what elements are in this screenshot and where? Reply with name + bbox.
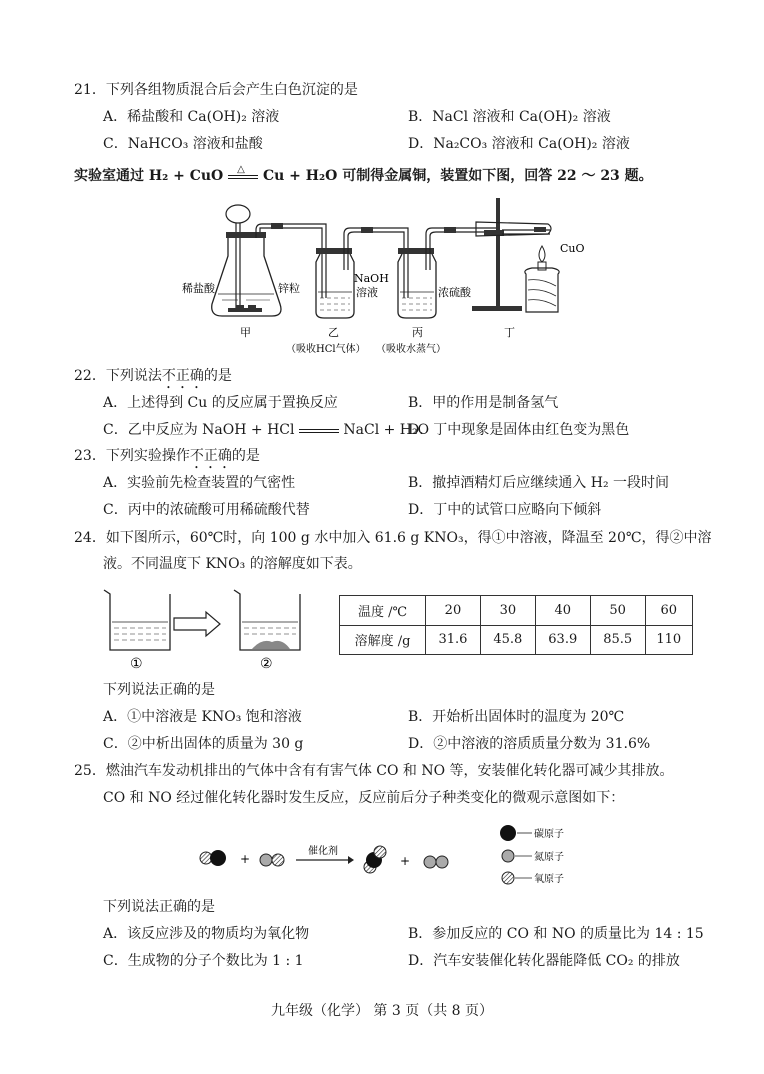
- label-yi: 乙: [328, 326, 339, 339]
- label-conc-h2so4: 浓硫酸: [438, 286, 471, 299]
- kno3-solubility-table: [339, 595, 693, 655]
- q22-option-d: D．丁中现象是固体由红色变为黑色: [408, 422, 630, 438]
- q24-option-a: A．①中溶液是 KNO₃ 饱和溶液: [103, 709, 302, 725]
- note-yi: （吸收HCl气体）: [286, 344, 366, 355]
- q25-option-a: A．该反应涉及的物质均为氧化物: [103, 926, 310, 942]
- q25-option-b: B．参加反应的 CO 和 NO 的质量比为 14 : 15: [408, 926, 704, 942]
- q22-stem: 22．下列说法不正确的是: [74, 368, 232, 384]
- legend-oxygen: 氧原子: [534, 874, 564, 885]
- equals-sign: [299, 423, 339, 437]
- label-naoh-solution: 溶液: [356, 286, 378, 299]
- q25-option-d: D．汽车安装催化转化器能降低 CO₂ 的排放: [408, 953, 680, 969]
- table-cell: 85.5: [590, 625, 645, 655]
- label-jia: 甲: [240, 326, 251, 339]
- label-ding: 丁: [504, 326, 515, 339]
- q23-option-b: B．撤掉酒精灯后应继续通入 H₂ 一段时间: [408, 475, 670, 491]
- table-row-temperature: [340, 596, 693, 626]
- label-cuo: CuO: [560, 242, 585, 255]
- page-footer: 九年级（化学） 第 3 页（共 8 页）: [270, 1003, 494, 1019]
- table-header-cell: 温度 /℃: [340, 596, 426, 626]
- table-header-cell: 溶解度 /g: [340, 625, 426, 655]
- plus-sign: +: [240, 852, 251, 866]
- table-cell: 63.9: [535, 625, 590, 655]
- q22-option-a: A．上述得到 Cu 的反应属于置换反应: [103, 395, 338, 411]
- table-cell: 50: [590, 596, 645, 626]
- q25-prompt: 下列说法正确的是: [103, 899, 215, 915]
- note-bing: （吸收水蒸气）: [376, 344, 446, 355]
- table-cell: 20: [426, 596, 481, 626]
- table-cell: 60: [645, 596, 692, 626]
- q21-option-b: B．NaCl 溶液和 Ca(OH)₂ 溶液: [408, 109, 611, 125]
- q21-option-c: C．NaHCO₃ 溶液和盐酸: [103, 136, 263, 152]
- kno3-beakers-figure: [100, 586, 310, 672]
- table-row-solubility: [340, 625, 693, 655]
- q23-option-c: C．丙中的浓硫酸可用稀硫酸代替: [103, 502, 310, 518]
- q24-stem-line2: 液。不同温度下 KNO₃ 的溶解度如下表。: [103, 556, 362, 572]
- catalyst-label: 催化剂: [308, 846, 338, 857]
- legend-carbon: 碳原子: [534, 829, 564, 840]
- table-cell: 110: [645, 625, 692, 655]
- emphasis-not-correct: 不正确: [161, 368, 204, 384]
- label-dilute-hcl: 稀盐酸: [182, 282, 215, 295]
- q22-option-c: C．乙中反应为 NaOH + HCl NaCl + H₂O: [103, 422, 430, 438]
- label-zinc: 锌粒: [278, 282, 300, 295]
- beaker-label-2: ②: [260, 656, 273, 672]
- beaker-label-1: ①: [130, 656, 143, 672]
- hydrogen-reduction-apparatus: [176, 194, 596, 360]
- table-cell: 45.8: [480, 625, 535, 655]
- q24-option-d: D．②中溶液的溶质质量分数为 31.6%: [408, 736, 651, 752]
- q23-option-d: D．丁中的试管口应略向下倾斜: [408, 502, 602, 518]
- plus-sign: +: [400, 854, 411, 868]
- label-naoh: NaOH: [354, 272, 389, 285]
- q24-stem-line1: 24．如下图所示，60℃时，向 100 g 水中加入 61.6 g KNO₃，得①中溶液，降温至 20℃，得②中溶: [74, 530, 712, 546]
- q22-option-b: B．甲的作用是制备氢气: [408, 395, 559, 411]
- q24-prompt: 下列说法正确的是: [103, 682, 215, 698]
- q21-option-a: A．稀盐酸和 Ca(OH)₂ 溶液: [103, 109, 280, 125]
- table-cell: 40: [535, 596, 590, 626]
- q25-stem-line1: 25．燃油汽车发动机排出的气体中含有有害气体 CO 和 NO 等，安装催化转化器可减少其排放。: [74, 763, 674, 779]
- intro-equation-left: 实验室通过 H₂ + CuO: [74, 168, 224, 184]
- q24-option-c: C．②中析出固体的质量为 30 g: [103, 736, 304, 752]
- table-cell: 31.6: [426, 625, 481, 655]
- q23-stem: 23．下列实验操作不正确的是: [74, 448, 260, 464]
- q23-option-a: A．实验前先检查装置的气密性: [103, 475, 296, 491]
- q21-option-d: D．Na₂CO₃ 溶液和 Ca(OH)₂ 溶液: [408, 136, 630, 152]
- reaction-equals-sign: [228, 164, 258, 183]
- table-cell: 30: [480, 596, 535, 626]
- heat-condition: △: [237, 164, 245, 175]
- molecule-reaction-diagram: [190, 818, 590, 890]
- intro-equation-right: Cu + H₂O 可制得金属铜，装置如下图，回答 22 ～ 23 题。: [262, 168, 653, 184]
- q25-option-c: C．生成物的分子个数比为 1 : 1: [103, 953, 304, 969]
- legend-nitrogen: 氮原子: [534, 852, 564, 863]
- q22-23-intro: [74, 166, 653, 186]
- q25-stem-line2: CO 和 NO 经过催化转化器时发生反应，反应前后分子种类变化的微观示意图如下：: [103, 790, 625, 806]
- label-bing: 丙: [412, 326, 423, 339]
- q24-option-b: B．开始析出固体时的温度为 20℃: [408, 709, 625, 725]
- emphasis-not-correct: 不正确: [189, 448, 232, 464]
- q21-stem: 21．下列各组物质混合后会产生白色沉淀的是: [74, 82, 358, 98]
